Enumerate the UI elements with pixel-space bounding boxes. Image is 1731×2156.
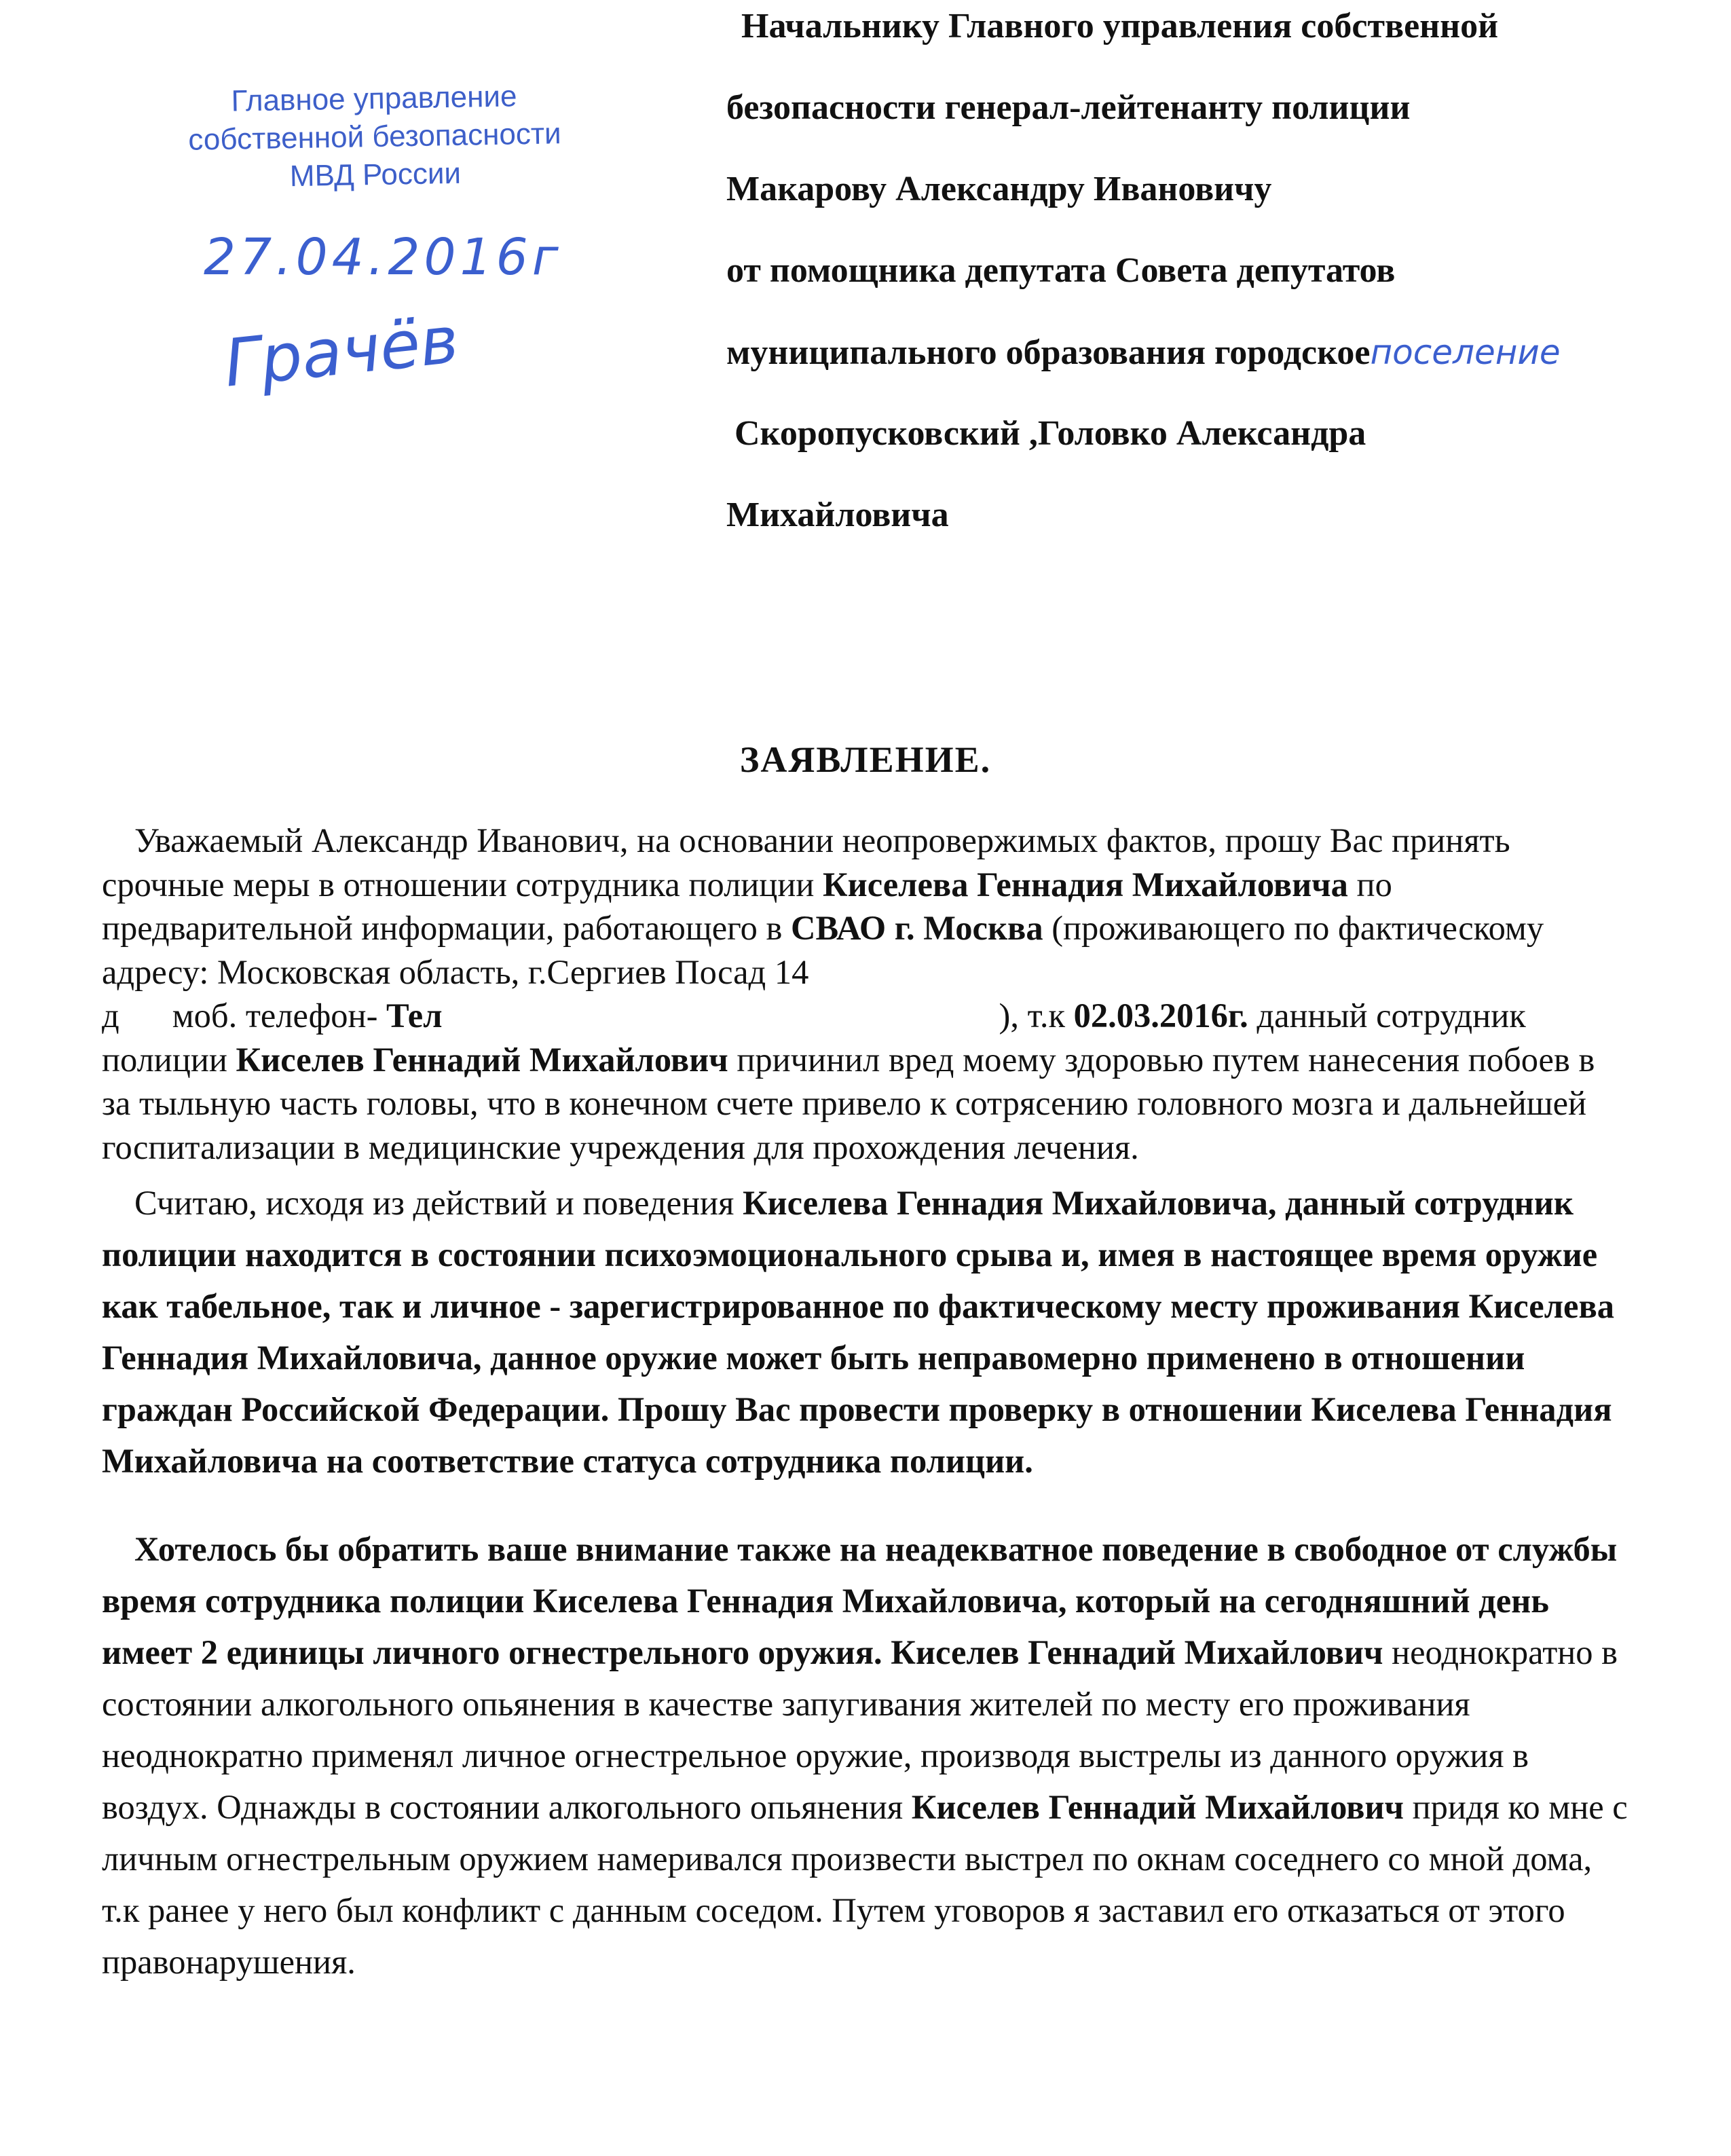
document-title: ЗАЯВЛЕНИЕ. xyxy=(739,739,992,780)
text: причинил вред моему здоровью путем нанесения побоев в за тыльную часть головы, что в конечном счете привело к сотрясению головного мозга и дальнейшей госпитализации в медицинские учреждения для прохождения лечения. xyxy=(102,1040,1595,1166)
document-body xyxy=(102,819,1629,1996)
text: (проживающего по фактическому адресу: Московская область, г.Сергиев Посад 14 xyxy=(102,909,1544,991)
handwritten-signature: Грачёв xyxy=(221,301,462,402)
paragraph-2 xyxy=(102,1177,1629,1487)
addressee-line: безопасности генерал-лейтенанту полиции xyxy=(726,88,1411,127)
text: данный сотрудник полиции xyxy=(102,997,1526,1079)
addressee-line xyxy=(726,326,1717,407)
text: придя ко мне с личным огнестрельным оружием намеривался произвести выстрел по окнам соседнего со мной дома, т.к ранее у него был конфликт с данным соседом. Путем уговоров я заставил его отказаться от этого правонарушения. xyxy=(102,1788,1628,1981)
bold-text: СВАО г. Москва xyxy=(790,909,1043,947)
stamp-line: Главное управление xyxy=(231,79,517,118)
addressee-line: Скоропусковский ,Головко Александра xyxy=(734,414,1366,453)
text: моб. телефон- xyxy=(172,997,387,1035)
addressee-text: муниципального образования городское xyxy=(726,333,1371,372)
addressee-block xyxy=(726,0,1717,570)
stamp-line: собственной безопасности xyxy=(187,117,561,157)
addressee-line: от помощника депутата Совета депутатов xyxy=(726,251,1396,290)
stamp xyxy=(157,76,593,198)
bold-text: Хотелось бы обратить ваше внимание также на неадекватное поведение в свободное от службы время сотрудника полиции Киселева Геннадия Михайловича, который на сегодняшний день имеет 2 единицы личного огнестрельного оружия. Киселев Геннадий Михайлович xyxy=(102,1530,1618,1671)
text: д xyxy=(102,997,119,1035)
bold-text: Киселев Геннадий Михайлович xyxy=(911,1788,1404,1826)
bold-text: Киселева Геннадия Михайловича xyxy=(823,865,1348,904)
handwritten-note: поселение xyxy=(1370,333,1561,372)
paragraph-3 xyxy=(102,1523,1629,1988)
text: ), т.к xyxy=(999,997,1074,1035)
text: по предварительной информации, работающего в xyxy=(102,865,1392,947)
bold-text: Киселева Геннадия Михайловича, данный сотрудник полиции находится в состоянии психоэмоционального срыва и, имея в настоящее время оружие как табельное, так и личное - зарегистрированное по фактическому месту проживания Киселева Геннадия Михайловича, данное оружие может быть неправомерно применено в отношении граждан Российской Федерации. Прошу Вас провести проверку в отношении Киселева Геннадия Михайловича на соответствие статуса сотрудника полиции. xyxy=(102,1184,1614,1480)
addressee-line: Начальнику Главного управления собственной xyxy=(741,7,1499,45)
text: неоднократно в состоянии алкогольного опьянения в качестве запугивания жителей по месту его проживания неоднократно применял личное огнестрельное оружие, производя выстрелы из данного оружия в воздух. Однажды в состоянии алкогольного опьянения xyxy=(102,1633,1618,1826)
addressee-line: Макарову Александру Ивановичу xyxy=(726,170,1272,208)
paragraph-1 xyxy=(102,819,1629,1169)
stamp-line: МВД России xyxy=(289,156,462,193)
text: Уважаемый Александр Иванович, на основании неопровержимых фактов, прошу Вас принять срочные меры в отношении сотрудника полиции xyxy=(102,821,1510,904)
bold-text: Киселев Геннадий Михайлович xyxy=(236,1040,728,1079)
handwritten-date: 27.04.2016г xyxy=(204,228,563,286)
bold-text: Тел xyxy=(386,997,443,1035)
bold-text: 02.03.2016г. xyxy=(1073,997,1248,1035)
addressee-line: Михайловича xyxy=(726,496,949,534)
text: Считаю, исходя из действий и поведения xyxy=(134,1184,743,1222)
